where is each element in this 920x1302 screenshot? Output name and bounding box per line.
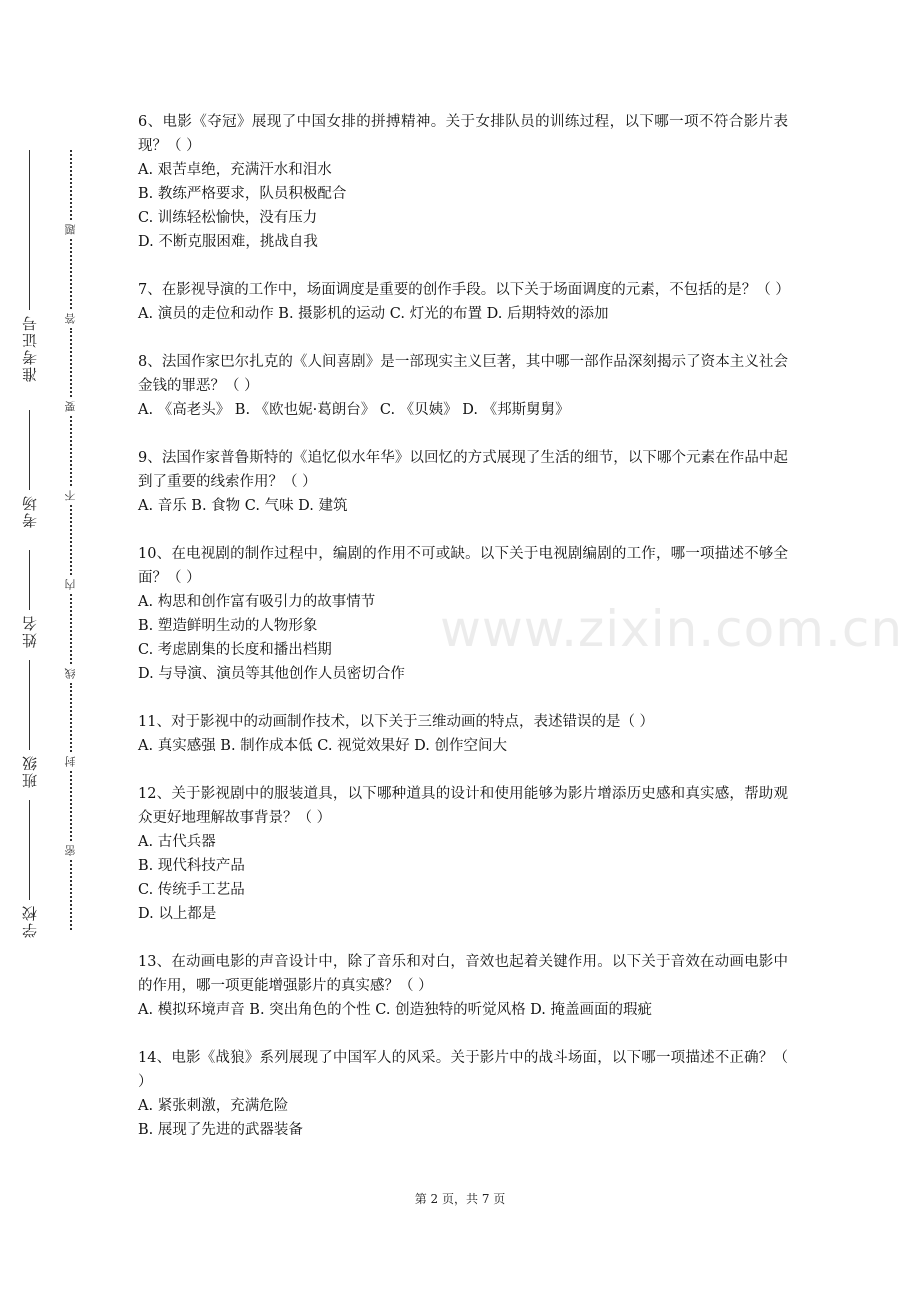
seal-char: 线 <box>63 664 79 683</box>
exam-room-field <box>14 410 44 528</box>
option-b: B. 塑造鲜明生动的人物形象 <box>138 618 318 634</box>
question-stem: 9、法国作家普鲁斯特的《追忆似水年华》以回忆的方式展现了生活的细节，以下哪个元素在作品中起到了重要的线索作用？（ ） <box>138 450 788 490</box>
student-info-fields <box>14 150 54 950</box>
seal-dots <box>70 416 72 486</box>
seal-char: 内 <box>63 575 79 594</box>
name-line <box>29 550 30 610</box>
seal-dots <box>70 771 72 841</box>
question-11 <box>138 710 788 758</box>
school-field <box>14 800 44 938</box>
question-stem: 14、电影《战狼》系列展现了中国军人的风采。关于影片中的战斗场面，以下哪一项描述不正确？（ ） <box>138 1050 788 1090</box>
seal-char: 封 <box>63 752 79 771</box>
seal-dots <box>70 505 72 575</box>
question-stem: 8、法国作家巴尔扎克的《人间喜剧》是一部现实主义巨著，其中哪一部作品深刻揭示了资本主义社会金钱的罪恶？（ ） <box>138 354 788 394</box>
seal-dots <box>70 328 72 398</box>
exam-number-field <box>14 150 44 382</box>
seal-dots <box>70 594 72 664</box>
question-6 <box>138 110 788 254</box>
options-row: A. 真实感强 B. 制作成本低 C. 视觉效果好 D. 创作空间大 <box>138 738 508 754</box>
seal-dots <box>70 150 72 220</box>
question-13 <box>138 950 788 1022</box>
seal-char: 不 <box>63 486 79 505</box>
option-d: D. 不断克服困难，挑战自我 <box>138 234 318 250</box>
seal-line <box>64 150 78 930</box>
watermark: www.zixin.com.cn <box>440 600 904 658</box>
question-stem: 11、对于影视中的动画制作技术，以下关于三维动画的特点，表述错误的是（ ） <box>138 714 655 730</box>
school-label: 学校 <box>20 904 39 938</box>
option-b: B. 现代科技产品 <box>138 858 245 874</box>
exam-number-line <box>29 150 30 310</box>
option-a: A. 构思和创作富有吸引力的故事情节 <box>138 594 376 610</box>
seal-char: 要 <box>63 397 79 416</box>
question-stem: 10、在电视剧的制作过程中，编剧的作用不可或缺。以下关于电视剧编剧的工作，哪一项描述不够全面？（ ） <box>138 546 788 586</box>
question-stem: 13、在动画电影的声音设计中，除了音乐和对白，音效也起着关键作用。以下关于音效在动画电影中的作用，哪一项更能增强影片的真实感？（ ） <box>138 954 788 994</box>
option-d: D. 以上都是 <box>138 906 217 922</box>
seal-dots <box>70 683 72 753</box>
seal-char: 答 <box>63 309 79 328</box>
question-7 <box>138 278 788 326</box>
question-8 <box>138 350 788 422</box>
seal-dots <box>70 860 72 930</box>
question-stem: 6、电影《夺冠》展现了中国女排的拼搏精神。关于女排队员的训练过程，以下哪一项不符合影片表现？（ ） <box>138 114 788 154</box>
binding-strip <box>0 0 95 1302</box>
page-footer: 第 2 页，共 7 页 <box>414 1192 506 1206</box>
option-a: A. 紧张刺激，充满危险 <box>138 1098 289 1114</box>
question-stem: 12、关于影视剧中的服装道具，以下哪种道具的设计和使用能够为影片增添历史感和真实感，帮助观众更好地理解故事背景？（ ） <box>138 786 788 826</box>
question-12 <box>138 782 788 926</box>
school-line <box>29 800 30 900</box>
option-c: C. 传统手工艺品 <box>138 882 245 898</box>
class-field <box>14 660 44 788</box>
name-label: 姓名 <box>20 614 39 648</box>
option-c: C. 训练轻松愉快，没有压力 <box>138 210 318 226</box>
exam-room-label: 考场 <box>20 494 39 528</box>
seal-char: 题 <box>63 220 79 239</box>
option-a: A. 艰苦卓绝，充满汗水和泪水 <box>138 162 332 178</box>
question-stem: 7、在影视导演的工作中，场面调度是重要的创作手段。以下关于场面调度的元素，不包括的是？（ ） <box>138 282 790 298</box>
option-d: D. 与导演、演员等其他创作人员密切合作 <box>138 666 405 682</box>
seal-char: 密 <box>63 841 79 860</box>
class-line <box>29 660 30 750</box>
question-9 <box>138 446 788 518</box>
question-10 <box>138 542 788 686</box>
class-label: 班级 <box>20 754 39 788</box>
options-row: A. 演员的走位和动作 B. 摄影机的运动 C. 灯光的布置 D. 后期特效的添加 <box>138 306 609 322</box>
seal-dots <box>70 239 72 309</box>
question-list <box>138 110 788 1166</box>
options-row: A. 模拟环境声音 B. 突出角色的个性 C. 创造独特的听觉风格 D. 掩盖画面的瑕疵 <box>138 1002 653 1018</box>
option-b: B. 展现了先进的武器装备 <box>138 1122 303 1138</box>
option-b: B. 教练严格要求，队员积极配合 <box>138 186 347 202</box>
options-row: A. 《高老头》 B. 《欧也妮·葛朗台》 C. 《贝姨》 D. 《邦斯舅舅》 <box>138 402 570 418</box>
option-a: A. 古代兵器 <box>138 834 216 850</box>
question-14 <box>138 1046 788 1142</box>
exam-room-line <box>29 410 30 490</box>
option-c: C. 考虑剧集的长度和播出档期 <box>138 642 332 658</box>
name-field <box>14 550 44 648</box>
exam-number-label: 准考证号 <box>20 314 39 382</box>
options-row: A. 音乐 B. 食物 C. 气味 D. 建筑 <box>138 498 348 514</box>
